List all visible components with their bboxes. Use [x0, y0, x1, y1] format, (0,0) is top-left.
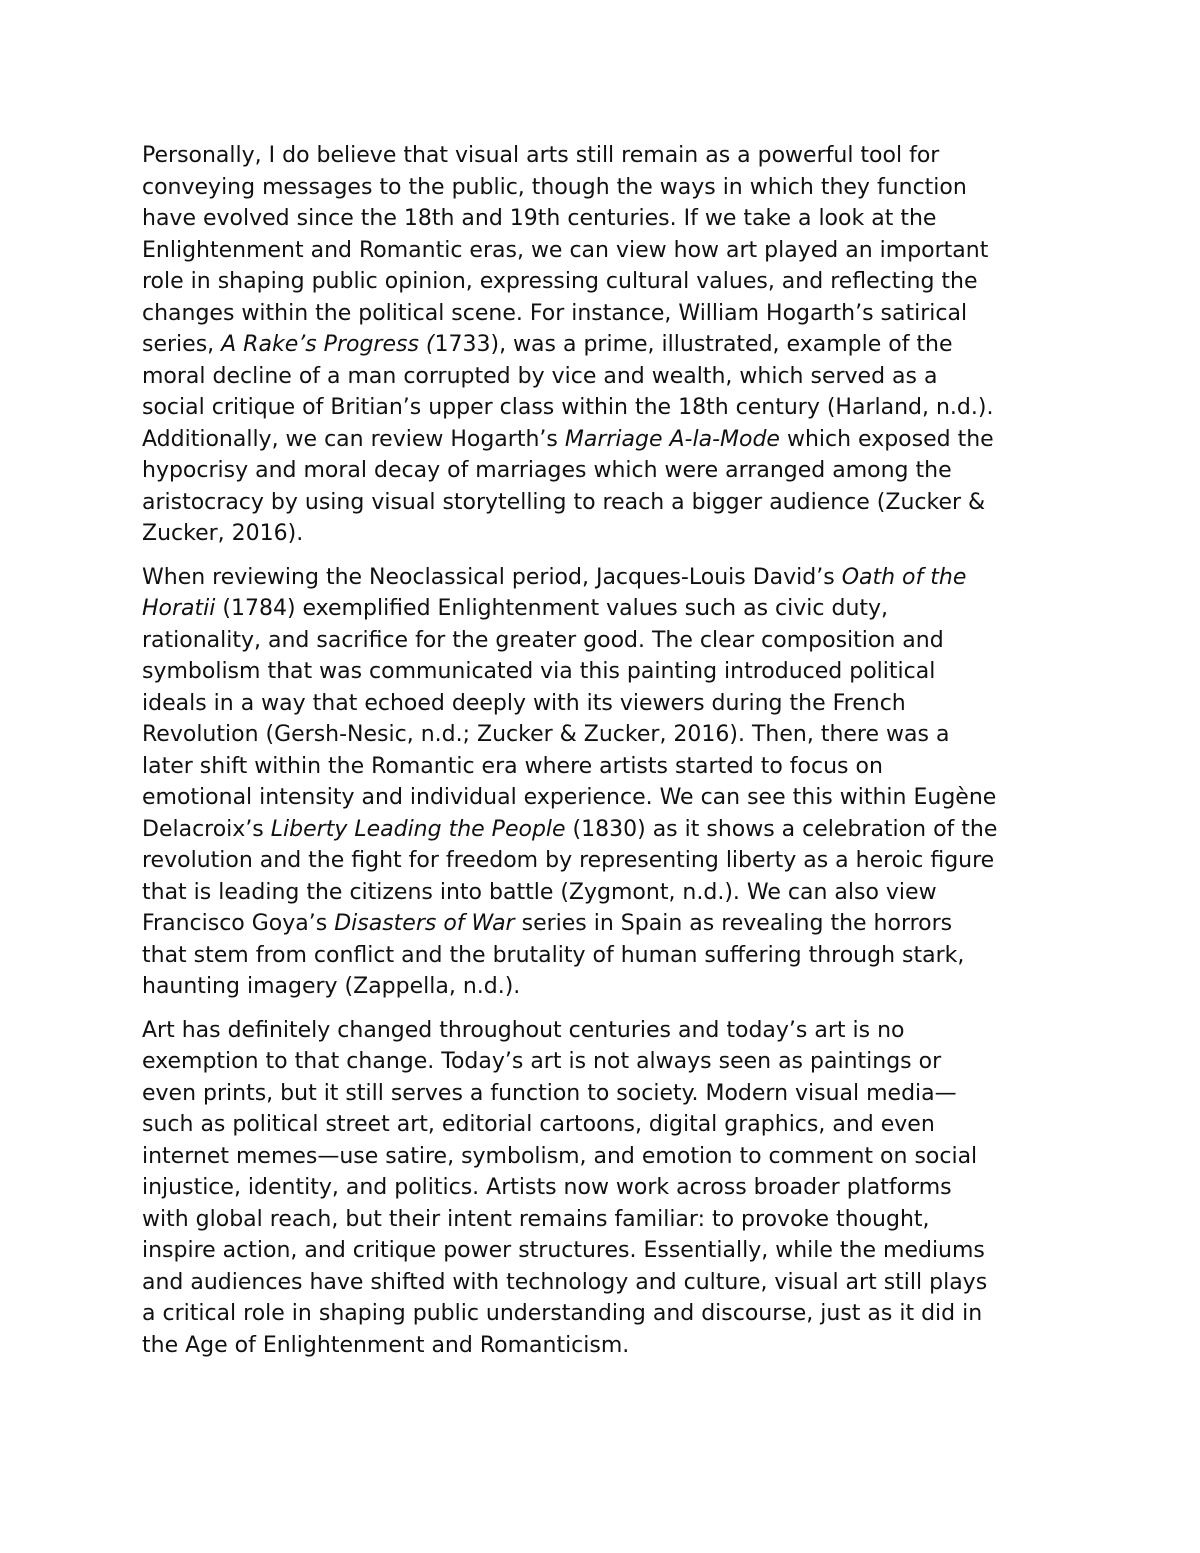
text-line: [142, 593, 1064, 625]
italic-title-text: Liberty Leading the People: [270, 816, 566, 842]
body-text: Revolution (Gersh-Nesic, n.d.; Zucker & Zucker, 2016). Then, there was a: [142, 722, 950, 747]
text-line: [142, 266, 1064, 298]
text-line: [142, 298, 1064, 330]
body-text: Delacroix’s: [142, 816, 271, 842]
text-line: [142, 1046, 1064, 1078]
paragraph: [142, 562, 1064, 1003]
body-text: hypocrisy and moral decay of marriages which were arranged among the: [142, 458, 952, 483]
body-text: changes within the political scene. For instance, William Hogarth’s satirical: [142, 300, 968, 326]
body-text: a critical role in shaping public understanding and discourse, just as it did in: [142, 1301, 983, 1326]
body-text: internet memes—use satire, symbolism, and emotion to comment on social: [142, 1143, 978, 1169]
italic-title-text: Oath of the: [841, 564, 967, 590]
text-line: [142, 424, 1064, 456]
text-line: [142, 688, 1064, 720]
text-line: [142, 235, 1064, 267]
text-line: [142, 877, 1064, 909]
text-line: [142, 1141, 1064, 1173]
body-text: Additionally, we can review Hogarth’s: [142, 426, 565, 452]
body-text: When reviewing the Neoclassical period, Jacques-Louis David’s: [142, 564, 842, 590]
text-line: [142, 1172, 1064, 1204]
body-text: injustice, identity, and politics. Artists now work across broader platforms: [142, 1175, 952, 1200]
text-line: [142, 1330, 1064, 1362]
text-line: [142, 455, 1064, 487]
body-text: exemption to that change. Today’s art is not always seen as paintings or: [142, 1049, 942, 1074]
italic-title-text: Horatii: [142, 596, 216, 621]
body-text: with global reach, but their intent remains familiar: to provoke thought,: [142, 1206, 930, 1232]
text-line: [142, 719, 1064, 751]
text-line: [142, 562, 1064, 594]
text-line: [142, 1267, 1064, 1299]
body-text: aristocracy by using visual storytelling to reach a bigger audience (Zucker &: [142, 489, 986, 515]
italic-title-text: A Rake’s Progress (: [221, 332, 435, 357]
body-text: the Age of Enlightenment and Romanticism.: [142, 1332, 630, 1358]
body-text: which exposed the: [779, 426, 994, 452]
body-text: revolution and the fight for freedom by representing liberty as a heroic figure: [142, 848, 995, 873]
text-line: [142, 1204, 1064, 1236]
text-line: [142, 1078, 1064, 1110]
body-text: Art has definitely changed throughout centuries and today’s art is no: [142, 1017, 905, 1043]
text-line: [142, 656, 1064, 688]
text-line: [142, 392, 1064, 424]
text-line: [142, 940, 1064, 972]
text-line: [142, 487, 1064, 519]
text-line: [142, 625, 1064, 657]
body-text: Personally, I do believe that visual arts still remain as a powerful tool for: [142, 143, 940, 168]
document-body: [142, 140, 1064, 1373]
body-text: that is leading the citizens into battle (Zygmont, n.d.). We can also view: [142, 879, 937, 905]
body-text: conveying messages to the public, though the ways in which they function: [142, 174, 967, 200]
body-text: rationality, and sacrifice for the greater good. The clear composition and: [142, 627, 944, 653]
text-line: [142, 361, 1064, 393]
body-text: such as political street art, editorial cartoons, digital graphics, and even: [142, 1112, 935, 1137]
body-text: even prints, but it still serves a function to society. Modern visual media—: [142, 1080, 957, 1106]
body-text: series in Spain as revealing the horrors: [514, 911, 953, 936]
text-line: [142, 845, 1064, 877]
body-text: have evolved since the 18th and 19th centuries. If we take a look at the: [142, 206, 937, 231]
body-text: Zucker, 2016).: [142, 521, 304, 546]
text-line: [142, 1298, 1064, 1330]
text-line: [142, 203, 1064, 235]
text-line: [142, 1109, 1064, 1141]
body-text: that stem from conflict and the brutality of human suffering through stark,: [142, 942, 965, 968]
text-line: [142, 172, 1064, 204]
body-text: (1784) exemplified Enlightenment values such as civic duty,: [215, 596, 889, 621]
text-line: [142, 751, 1064, 783]
body-text: social critique of Britian’s upper class within the 18th century (Harland, n.d.).: [142, 395, 994, 420]
body-text: symbolism that was communicated via this painting introduced political: [142, 659, 936, 684]
body-text: and audiences have shifted with technology and culture, visual art still plays: [142, 1269, 988, 1295]
body-text: role in shaping public opinion, expressing cultural values, and reflecting the: [142, 269, 978, 294]
text-line: [142, 140, 1064, 172]
body-text: haunting imagery (Zappella, n.d.).: [142, 974, 521, 999]
text-line: [142, 782, 1064, 814]
body-text: emotional intensity and individual experience. We can see this within Eugène: [142, 785, 997, 810]
body-text: moral decline of a man corrupted by vice and wealth, which served as a: [142, 363, 938, 389]
paragraph: [142, 1015, 1064, 1362]
text-line: [142, 908, 1064, 940]
body-text: 1733), was a prime, illustrated, example of the: [434, 332, 953, 357]
body-text: (1830) as it shows a celebration of the: [565, 816, 998, 842]
text-line: [142, 1235, 1064, 1267]
text-line: [142, 971, 1064, 1003]
text-line: [142, 518, 1064, 550]
text-line: [142, 329, 1064, 361]
text-line: [142, 814, 1064, 846]
body-text: later shift within the Romantic era where artists started to focus on: [142, 753, 883, 779]
body-text: Enlightenment and Romantic eras, we can view how art played an important: [142, 237, 989, 263]
italic-title-text: Marriage A-la-Mode: [564, 426, 780, 452]
body-text: inspire action, and critique power structures. Essentially, while the mediums: [142, 1238, 985, 1263]
paragraph: [142, 140, 1064, 550]
body-text: series,: [142, 332, 222, 357]
italic-title-text: Disasters of War: [334, 911, 515, 936]
body-text: Francisco Goya’s: [142, 911, 335, 936]
text-line: [142, 1015, 1064, 1047]
body-text: ideals in a way that echoed deeply with its viewers during the French: [142, 690, 906, 716]
